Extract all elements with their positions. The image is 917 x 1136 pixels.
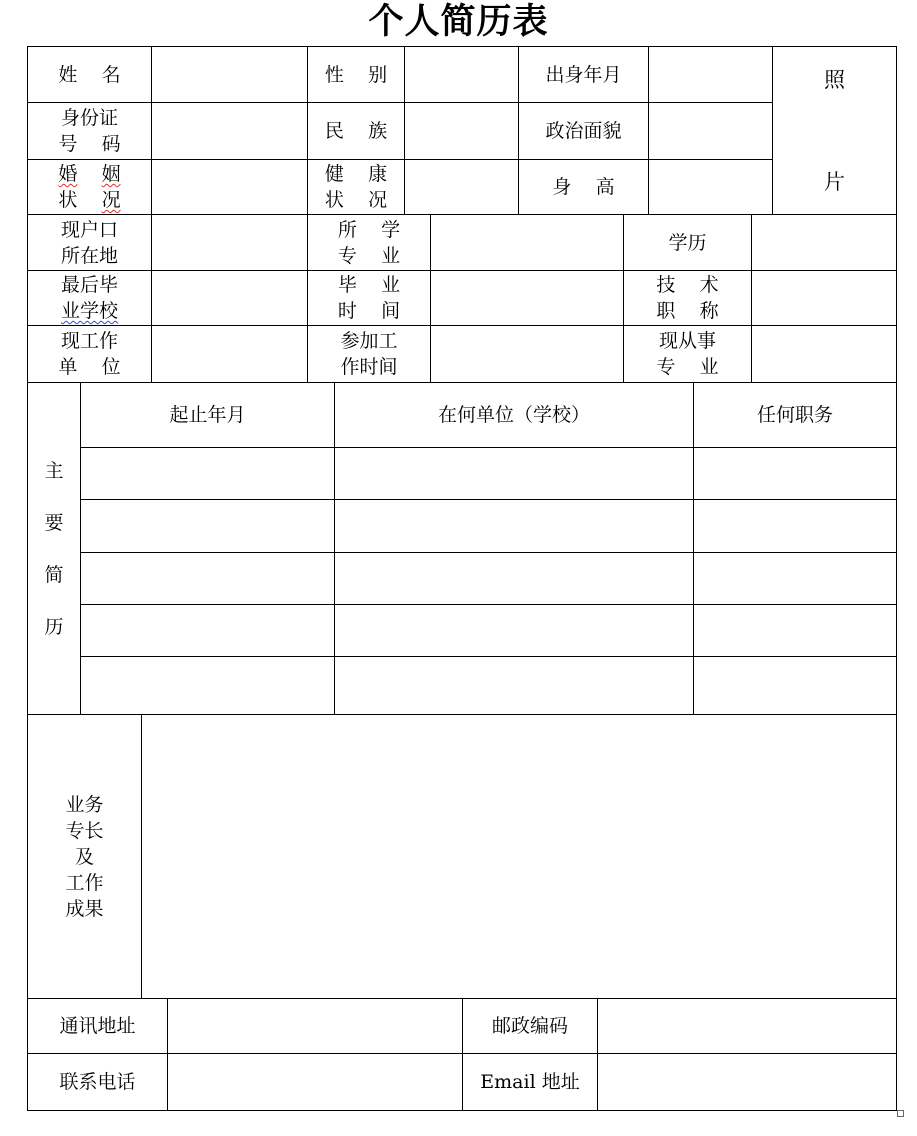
label-graduation: 毕 业 时 间 — [337, 274, 401, 322]
work-unit-field[interactable] — [152, 326, 307, 382]
height-field[interactable] — [649, 160, 772, 214]
school-field[interactable] — [152, 271, 307, 325]
resume-position-cell[interactable] — [694, 553, 896, 604]
resume-period-cell[interactable] — [81, 448, 334, 499]
label-political: 政治面貌 — [545, 120, 622, 142]
postcode-field[interactable] — [598, 999, 896, 1053]
photo-label-1: 照 — [824, 68, 845, 92]
label-join-work: 参加工 作时间 — [340, 330, 398, 378]
resume-unit-cell[interactable] — [335, 553, 693, 604]
label-postcode: 邮政编码 — [491, 1015, 568, 1037]
resume-position-cell[interactable] — [694, 448, 896, 499]
label-work-unit: 现工作 单 位 — [58, 330, 121, 378]
gender-field[interactable] — [405, 47, 518, 102]
col-header-period: 起止年月 — [169, 404, 246, 426]
label-gender: 性 别 — [324, 63, 388, 86]
health-field[interactable] — [405, 160, 518, 214]
label-expertise: 业务 专长 及 工作 成果 — [65, 793, 104, 920]
id-number-field[interactable] — [152, 103, 307, 159]
resume-position-cell[interactable] — [694, 657, 896, 714]
resume-unit-cell[interactable] — [335, 605, 693, 656]
label-major: 所 学 专 业 — [337, 218, 401, 267]
join-work-field[interactable] — [431, 326, 623, 382]
label-ethnicity: 民 族 — [324, 120, 388, 142]
graduation-field[interactable] — [431, 271, 623, 325]
resume-unit-cell[interactable] — [335, 657, 693, 714]
table-resize-handle[interactable] — [897, 1110, 904, 1117]
label-marital: 婚 姻 状 况 — [58, 163, 121, 211]
label-school: 最后毕 业学校 — [60, 274, 118, 322]
name-field[interactable] — [152, 47, 307, 102]
label-health: 健 康 状 况 — [324, 163, 388, 211]
resume-position-cell[interactable] — [694, 605, 896, 656]
hukou-field[interactable] — [152, 215, 307, 270]
specialty-field[interactable] — [752, 326, 896, 382]
label-specialty: 现从事 专 业 — [656, 330, 719, 378]
col-header-position: 任何职务 — [756, 404, 833, 426]
phone-field[interactable] — [168, 1054, 462, 1110]
page-title: 个人简历表 — [368, 1, 549, 42]
resume-position-cell[interactable] — [694, 500, 896, 552]
label-hukou: 现户口 所在地 — [60, 218, 118, 267]
marital-field[interactable] — [152, 160, 307, 214]
label-email: Email 地址 — [480, 1071, 580, 1093]
label-name: 姓 名 — [58, 63, 121, 86]
label-id-number: 身份证 号 码 — [58, 107, 121, 155]
political-field[interactable] — [649, 103, 772, 159]
label-tech-title: 技 术 职 称 — [656, 274, 719, 322]
resume-unit-cell[interactable] — [335, 448, 693, 499]
label-height: 身 高 — [552, 176, 615, 198]
education-field[interactable] — [752, 215, 896, 270]
col-header-unit: 在何单位（学校） — [437, 404, 590, 426]
resume-period-cell[interactable] — [81, 500, 334, 552]
label-phone: 联系电话 — [59, 1071, 136, 1093]
major-field[interactable] — [431, 215, 623, 270]
birth-field[interactable] — [649, 47, 772, 102]
expertise-field[interactable] — [142, 715, 896, 998]
label-main-resume: 主 要 简 历 — [44, 459, 64, 638]
label-address: 通讯地址 — [59, 1015, 136, 1037]
resume-period-cell[interactable] — [81, 605, 334, 656]
ethnicity-field[interactable] — [405, 103, 518, 159]
resume-period-cell[interactable] — [81, 657, 334, 714]
tech-title-field[interactable] — [752, 271, 896, 325]
label-education: 学历 — [668, 231, 707, 254]
address-field[interactable] — [168, 999, 462, 1053]
label-birth: 出身年月 — [545, 63, 622, 86]
resume-unit-cell[interactable] — [335, 500, 693, 552]
photo-label-2: 片 — [824, 170, 845, 194]
email-field[interactable] — [598, 1054, 896, 1110]
photo-cell[interactable] — [773, 47, 896, 214]
resume-period-cell[interactable] — [81, 553, 334, 604]
